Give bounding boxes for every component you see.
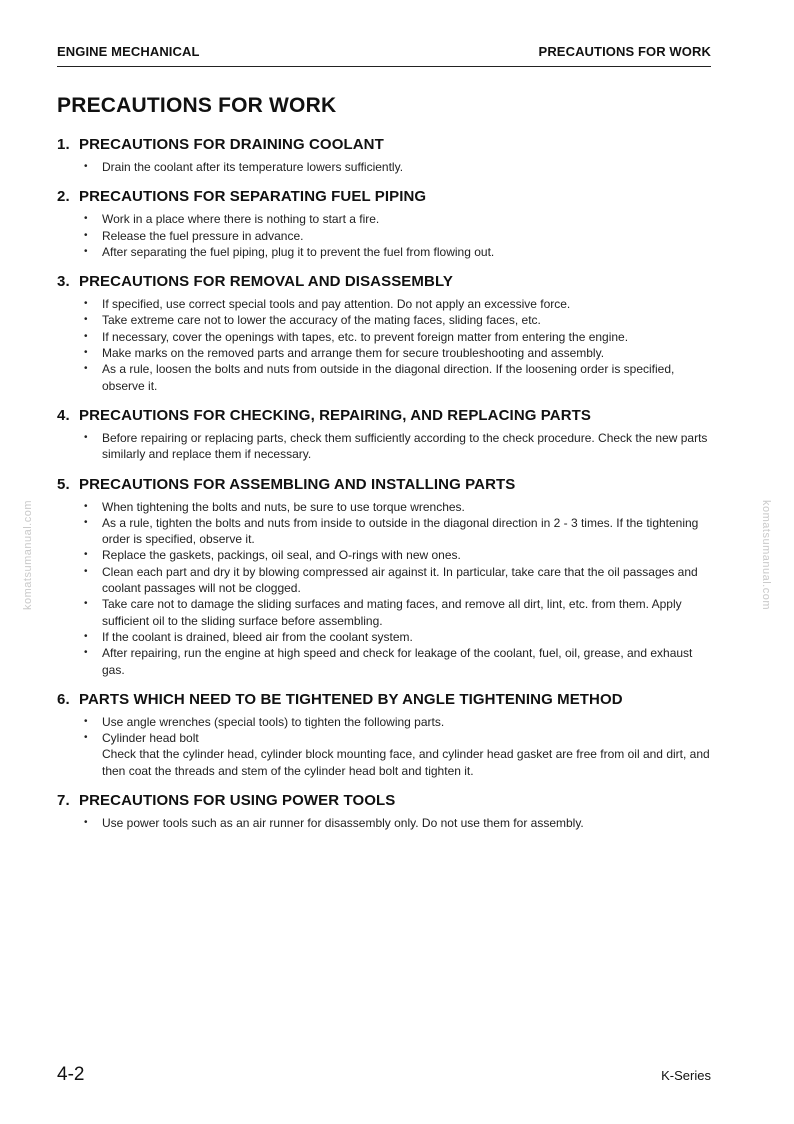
bullet-list [57,815,711,831]
section-title: PRECAUTIONS FOR CHECKING, REPAIRING, AND REPLACING PARTS [79,406,592,424]
section-title: PRECAUTIONS FOR REMOVAL AND DISASSEMBLY [79,273,453,291]
bullet-item: • Replace the gaskets, packings, oil seal, and O-rings with new ones. [84,547,711,563]
bullet-list [57,499,711,678]
series-label: K-Series [661,1068,711,1083]
sections-container [57,136,711,844]
bullet-list [57,159,711,175]
bullet-list [57,430,711,463]
section-number: 1. [57,136,70,153]
bullet-item: • Before repairing or replacing parts, check them sufficiently according to the check procedure. Check the new parts similarly and replace them if necessary. [84,430,711,463]
header-section: ENGINE MECHANICAL [57,44,200,59]
bullet-item: • If necessary, cover the openings with tapes, etc. to prevent foreign matter from entering the engine. [84,329,711,345]
bullet-item: • After repairing, run the engine at high speed and check for leakage of the coolant, fuel, oil, grease, and exhaust gas. [84,645,711,678]
section-number: 4. [57,406,70,424]
bullet-item: • Work in a place where there is nothing to start a fire. [84,211,711,227]
section-heading [57,273,711,290]
bullet-item: • Release the fuel pressure in advance. [84,228,711,244]
section-title: PRECAUTIONS FOR DRAINING COOLANT [79,136,384,153]
section-1 [57,136,711,175]
bullet-item: • Make marks on the removed parts and arrange them for secure troubleshooting and assembly. [84,345,711,361]
section-title: PARTS WHICH NEED TO BE TIGHTENED BY ANGLE TIGHTENING METHOD [79,690,623,708]
section-2 [57,188,711,260]
bullet-item: • As a rule, loosen the bolts and nuts from outside in the diagonal direction. If the loosening order is specified, observe it. [84,361,711,394]
bullet-item: • Use angle wrenches (special tools) to tighten the following parts. [84,714,711,730]
bullet-item: • After separating the fuel piping, plug it to prevent the fuel from flowing out. [84,244,711,260]
bullet-item: • Cylinder head bolt Check that the cylinder head, cylinder block mounting face, and cylinder head gasket are free from oil and dirt, and then coat the threads and stem of the cylinder head bolt and tighten it. [84,730,711,779]
section-number: 2. [57,188,70,206]
bullet-item: • If specified, use correct special tools and pay attention. Do not apply an excessive force. [84,296,711,312]
bullet-item: • Use power tools such as an air runner for disassembly only. Do not use them for assembly. [84,815,711,831]
header-topic: PRECAUTIONS FOR WORK [538,44,711,59]
section-heading [57,407,711,424]
bullet-list [57,211,711,260]
page-title: PRECAUTIONS FOR WORK [57,94,337,117]
section-heading [57,136,711,153]
section-heading [57,792,711,809]
bullet-item: • Clean each part and dry it by blowing compressed air against it. In particular, take care that the oil passages and coolant passages will not be clogged. [84,564,711,597]
section-heading [57,188,711,205]
bullet-item: • Take extreme care not to lower the accuracy of the mating faces, sliding faces, etc. [84,312,711,328]
section-heading [57,691,711,708]
section-title: PRECAUTIONS FOR ASSEMBLING AND INSTALLING PARTS [79,475,516,493]
section-heading [57,476,711,493]
section-5 [57,476,711,678]
bullet-item: • When tightening the bolts and nuts, be sure to use torque wrenches. [84,499,711,515]
bullet-list [57,714,711,779]
section-4 [57,407,711,463]
bullet-item: • As a rule, tighten the bolts and nuts from inside to outside in the diagonal direction in 2 - 3 times. If the tightening order is specified, observe it. [84,515,711,548]
bullet-item: • Drain the coolant after its temperature lowers sufficiently. [84,159,711,175]
bullet-item: • Take care not to damage the sliding surfaces and mating faces, and remove all dirt, lint, etc. from them. Apply sufficient oil to the sliding surface before assembling. [84,596,711,629]
section-title: PRECAUTIONS FOR USING POWER TOOLS [79,792,396,810]
section-7 [57,792,711,831]
section-number: 3. [57,273,70,291]
section-6 [57,691,711,779]
watermark-right: komatsumanual.com [760,500,772,610]
running-header [57,44,711,67]
page-number: 4-2 [57,1064,85,1085]
section-3 [57,273,711,394]
bullet-list [57,296,711,394]
watermark-left: komatsumanual.com [22,500,34,610]
bullet-item: • If the coolant is drained, bleed air from the coolant system. [84,629,711,645]
section-title: PRECAUTIONS FOR SEPARATING FUEL PIPING [79,188,427,206]
section-number: 7. [57,792,70,810]
section-number: 5. [57,475,70,493]
section-number: 6. [57,690,70,708]
